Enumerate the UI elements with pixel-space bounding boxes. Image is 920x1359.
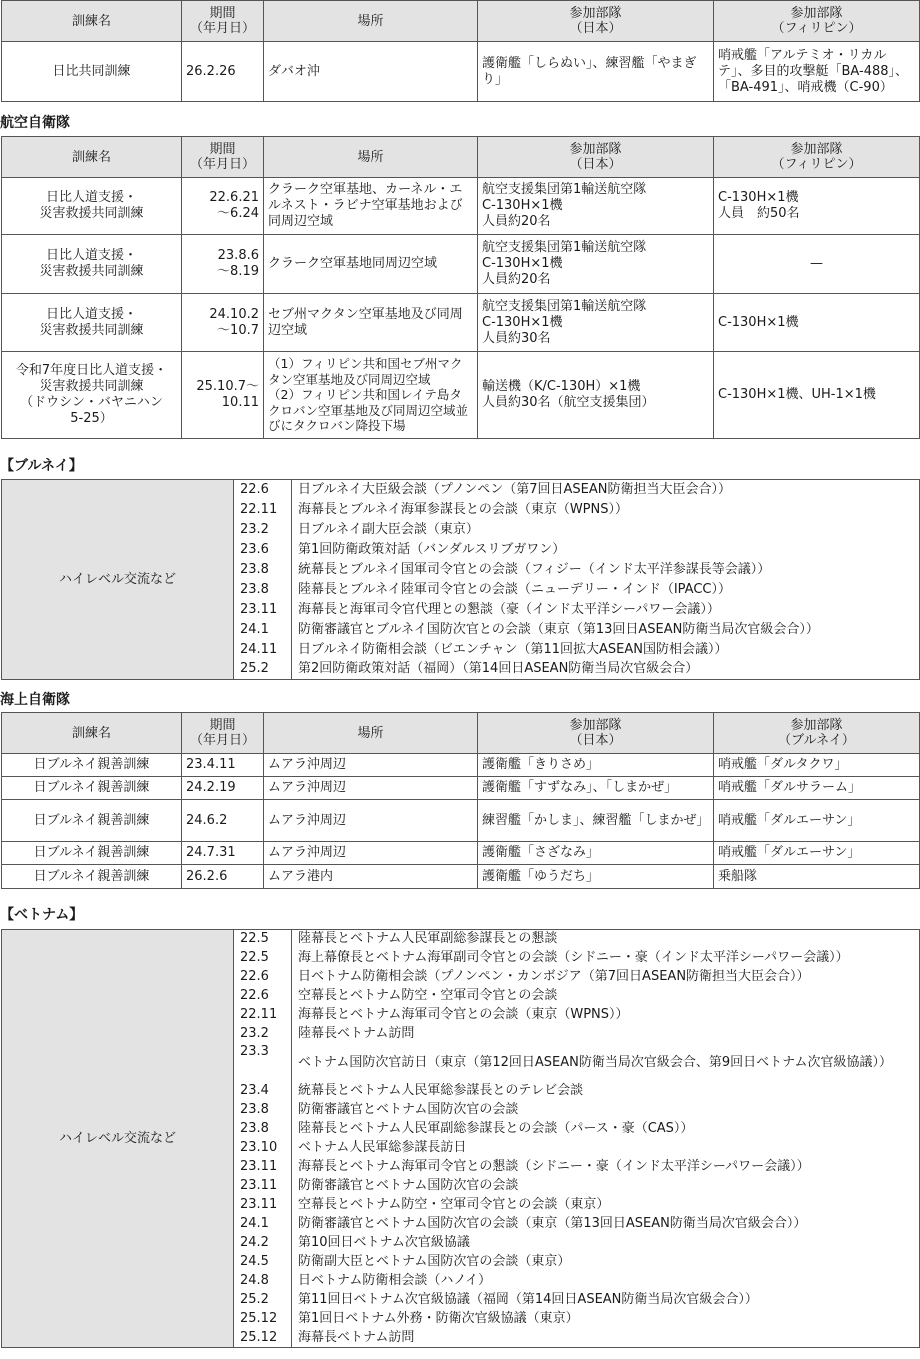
event-date: 23.3 <box>234 1044 292 1082</box>
event-text: 陸幕長とベトナム人民軍副総参謀長との懇談 <box>292 930 920 949</box>
training-place: ムアラ沖周辺 <box>264 754 478 777</box>
event-text: 空幕長とベトナム防空・空軍司令官との会談（東京） <box>292 1196 920 1215</box>
event-date: 23.8 <box>234 1120 292 1139</box>
event-date: 25.12 <box>234 1310 292 1329</box>
training-place: （1）フィリピン共和国セブ州マクタン空軍基地及び同周辺空域 （2）フィリピン共和国レイテ島タクロバン空軍基地及び同周辺空域並びにタクロバン降投下場 <box>264 352 478 439</box>
col-header-jp: 参加部隊 （日本） <box>478 1 714 42</box>
event-date: 22.6 <box>234 480 292 500</box>
event-text: 海幕長ベトナム訪問 <box>292 1329 920 1348</box>
training-period: 26.2.26 <box>182 42 264 102</box>
event-text: 日ブルネイ防衛相会談（ビエンチャン（第11回拡大ASEAN国防相会議）） <box>292 640 920 660</box>
category-label: ハイレベル交流など <box>2 480 234 680</box>
training-period: 24.2.19 <box>182 777 264 800</box>
event-text: 陸幕長とブルネイ陸軍司令官との会談（ニューデリー・インド（IPACC）） <box>292 580 920 600</box>
table-row <box>2 842 920 865</box>
event-date: 23.6 <box>234 540 292 560</box>
section-brunei <box>0 479 920 680</box>
training-place: セブ州マクタン空軍基地及び同周辺空域 <box>264 294 478 352</box>
event-text: ベトナム国防次官訪日（東京（第12回日ASEAN防衛当局次官級会合、第9回日ベトナム次官級協議）） <box>292 1044 920 1082</box>
training-period: 25.10.7〜 10.11 <box>182 352 264 439</box>
event-text: 海幕長とベトナム海軍司令官との会談（東京（WPNS）） <box>292 1006 920 1025</box>
training-place: クラーク空軍基地、カーネル・エルネスト・ラビナ空軍基地および同周辺空域 <box>264 178 478 235</box>
asdf-table <box>1 136 920 439</box>
event-text: 防衛審議官とベトナム国防次官の会談 <box>292 1101 920 1120</box>
col-header-bn: 参加部隊 （ブルネイ） <box>714 713 920 754</box>
training-units-jp: 航空支援集団第1輸送航空隊 C-130H×1機 人員約20名 <box>478 235 714 294</box>
event-date: 24.8 <box>234 1272 292 1291</box>
brunei-exchange-table <box>1 479 920 680</box>
training-units-bn: 哨戒艦「ダルエーサン」 <box>714 800 920 842</box>
event-date: 22.6 <box>234 987 292 1006</box>
event-date: 23.11 <box>234 1177 292 1196</box>
event-date: 24.2 <box>234 1234 292 1253</box>
training-period: 23.8.6 〜8.19 <box>182 235 264 294</box>
event-date: 22.6 <box>234 968 292 987</box>
col-header-name: 訓練名 <box>2 137 182 178</box>
training-units-jp: 練習艦「かしま」、練習艦「しまかぜ」 <box>478 800 714 842</box>
training-name: 日ブルネイ親善訓練 <box>2 842 182 865</box>
training-units-jp: 航空支援集団第1輸送航空隊 C-130H×1機 人員約20名 <box>478 178 714 235</box>
training-name: 日比人道支援・ 災害救援共同訓練 <box>2 178 182 235</box>
event-date: 23.2 <box>234 520 292 540</box>
col-header-place: 場所 <box>264 137 478 178</box>
msdf-table <box>1 712 920 889</box>
event-text: 第11回日ベトナム次官級協議（福岡（第14回日ASEAN防衛当局次官級会合）） <box>292 1291 920 1310</box>
training-units-jp: 護衛艦「きりさめ」 <box>478 754 714 777</box>
event-text: 第1回日ベトナム外務・防衛次官級協議（東京） <box>292 1310 920 1329</box>
training-name: 日比共同訓練 <box>2 42 182 102</box>
event-date: 23.11 <box>234 1196 292 1215</box>
event-date: 24.1 <box>234 620 292 640</box>
event-date: 22.11 <box>234 1006 292 1025</box>
training-units-ph: C-130H×1機 <box>714 294 920 352</box>
col-header-place: 場所 <box>264 713 478 754</box>
event-text: 陸幕長とベトナム人民軍副総参謀長との会談（パース・豪（CAS）） <box>292 1120 920 1139</box>
event-text: 防衛副大臣とベトナム国防次官の会談（東京） <box>292 1253 920 1272</box>
training-units-jp: 護衛艦「さざなみ」 <box>478 842 714 865</box>
training-units-bn: 哨戒艦「ダルタクワ」 <box>714 754 920 777</box>
training-name: 日ブルネイ親善訓練 <box>2 777 182 800</box>
table-row <box>2 777 920 800</box>
training-period: 26.2.6 <box>182 865 264 889</box>
training-place: ムアラ港内 <box>264 865 478 889</box>
joint-training-table <box>1 0 920 102</box>
training-place: クラーク空軍基地同周辺空域 <box>264 235 478 294</box>
table-row <box>2 235 920 294</box>
section-title-vietnam: 【ベトナム】 <box>0 907 84 923</box>
training-period: 23.4.11 <box>182 754 264 777</box>
event-text: 統幕長とベトナム人民軍総参謀長とのテレビ会談 <box>292 1082 920 1101</box>
event-date: 23.2 <box>234 1025 292 1044</box>
event-date: 24.1 <box>234 1215 292 1234</box>
event-date: 25.2 <box>234 1291 292 1310</box>
exchange-row <box>2 930 920 949</box>
event-date: 22.11 <box>234 500 292 520</box>
training-name: 令和7年度日比人道支援・ 災害救援共同訓練 （ドウシン・バヤニハン 5-25） <box>2 352 182 439</box>
training-units-bn: 哨戒艦「ダルエーサン」 <box>714 842 920 865</box>
event-date: 25.2 <box>234 660 292 680</box>
col-header-place: 場所 <box>264 1 478 42</box>
table-row <box>2 294 920 352</box>
training-name: 日ブルネイ親善訓練 <box>2 800 182 842</box>
col-header-ph: 参加部隊 （フィリピン） <box>714 1 920 42</box>
training-units-bn: 乗船隊 <box>714 865 920 889</box>
event-text: 第10回日ベトナム次官級協議 <box>292 1234 920 1253</box>
event-date: 24.5 <box>234 1253 292 1272</box>
training-name: 日ブルネイ親善訓練 <box>2 754 182 777</box>
section-title-msdf: 海上自衛隊 <box>0 692 70 708</box>
event-text: 防衛審議官とベトナム国防次官の会談（東京（第13回日ASEAN防衛当局次官級会合）） <box>292 1215 920 1234</box>
section-title-asdf: 航空自衛隊 <box>0 115 70 131</box>
event-text: 防衛審議官とブルネイ国防次官との会談（東京（第13回日ASEAN防衛当局次官級会合）） <box>292 620 920 640</box>
event-text: 日ブルネイ大臣級会談（プノンペン（第7回日ASEAN防衛担当大臣会合）） <box>292 480 920 500</box>
training-units-jp: 航空支援集団第1輸送航空隊 C-130H×1機 人員約30名 <box>478 294 714 352</box>
col-header-period: 期間 （年月日） <box>182 713 264 754</box>
table-header-row <box>2 137 920 178</box>
table-row <box>2 754 920 777</box>
table-row <box>2 800 920 842</box>
training-period: 22.6.21 〜6.24 <box>182 178 264 235</box>
table-row <box>2 178 920 235</box>
event-date: 23.8 <box>234 1101 292 1120</box>
event-text: 日ブルネイ副大臣会談（東京） <box>292 520 920 540</box>
table-header-row <box>2 713 920 754</box>
col-header-name: 訓練名 <box>2 713 182 754</box>
training-units-jp: 護衛艦「ゆうだち」 <box>478 865 714 889</box>
training-units-jp: 護衛艦「しらぬい」、練習艦「やまぎり」 <box>478 42 714 102</box>
event-date: 25.12 <box>234 1329 292 1348</box>
training-place: ムアラ沖周辺 <box>264 800 478 842</box>
event-date: 22.5 <box>234 949 292 968</box>
event-date: 23.10 <box>234 1139 292 1158</box>
col-header-ph: 参加部隊 （フィリピン） <box>714 137 920 178</box>
event-date: 23.11 <box>234 1158 292 1177</box>
vietnam-exchange-table <box>1 929 920 1348</box>
col-header-name: 訓練名 <box>2 1 182 42</box>
training-period: 24.10.2 〜10.7 <box>182 294 264 352</box>
training-units-jp: 輸送機（K/C-130H）×1機 人員約30名（航空支援集団） <box>478 352 714 439</box>
event-text: 海幕長とブルネイ海軍参謀長との会談（東京（WPNS）） <box>292 500 920 520</box>
section-joint-training <box>0 0 920 102</box>
training-period: 24.7.31 <box>182 842 264 865</box>
event-text: 統幕長とブルネイ国軍司令官との会談（フィジー（インド太平洋参謀長等会議）） <box>292 560 920 580</box>
section-msdf <box>0 712 920 889</box>
event-text: 海幕長とベトナム海軍司令官との懇談（シドニー・豪（インド太平洋シーパワー会議）） <box>292 1158 920 1177</box>
training-units-ph: C-130H×1機、UH-1×1機 <box>714 352 920 439</box>
event-text: 第1回防衛政策対話（バンダルスリブガワン） <box>292 540 920 560</box>
category-label: ハイレベル交流など <box>2 930 234 1348</box>
event-date: 24.11 <box>234 640 292 660</box>
col-header-period: 期間 （年月日） <box>182 137 264 178</box>
training-place: ダバオ沖 <box>264 42 478 102</box>
training-units-ph: 哨戒艦「アルテミオ・リカルテ」、多目的攻撃艇「BA-488」、「BA-491」、哨戒機（C-90） <box>714 42 920 102</box>
event-date: 23.8 <box>234 580 292 600</box>
col-header-period: 期間 （年月日） <box>182 1 264 42</box>
event-date: 23.8 <box>234 560 292 580</box>
table-row <box>2 42 920 102</box>
event-text: 防衛審議官とベトナム国防次官の会談 <box>292 1177 920 1196</box>
training-units-ph: C-130H×1機 人員 約50名 <box>714 178 920 235</box>
event-text: 第2回防衛政策対話（福岡）（第14回日ASEAN防衛当局次官級会合） <box>292 660 920 680</box>
training-name: 日比人道支援・ 災害救援共同訓練 <box>2 294 182 352</box>
section-asdf <box>0 136 920 439</box>
table-row <box>2 865 920 889</box>
training-units-bn: 哨戒艦「ダルサラーム」 <box>714 777 920 800</box>
event-text: 空幕長とベトナム防空・空軍司令官との会談 <box>292 987 920 1006</box>
col-header-jp: 参加部隊 （日本） <box>478 713 714 754</box>
event-text: 海幕長と海軍司令官代理との懇談（豪（インド太平洋シーパワー会議）） <box>292 600 920 620</box>
training-place: ムアラ沖周辺 <box>264 842 478 865</box>
event-text: 日ベトナム防衛相会談（ハノイ） <box>292 1272 920 1291</box>
event-date: 22.5 <box>234 930 292 949</box>
training-place: ムアラ沖周辺 <box>264 777 478 800</box>
event-text: 陸幕長ベトナム訪問 <box>292 1025 920 1044</box>
training-period: 24.6.2 <box>182 800 264 842</box>
event-date: 23.11 <box>234 600 292 620</box>
training-name: 日比人道支援・ 災害救援共同訓練 <box>2 235 182 294</box>
event-text: 海上幕僚長とベトナム海軍副司令官との会談（シドニー・豪（インド太平洋シーパワー会議）） <box>292 949 920 968</box>
section-title-brunei: 【ブルネイ】 <box>0 458 83 474</box>
training-units-ph: — <box>714 235 920 294</box>
event-text: ベトナム人民軍総参謀長訪日 <box>292 1139 920 1158</box>
event-text: 日ベトナム防衛相会談（プノンペン・カンボジア（第7回日ASEAN防衛担当大臣会合）） <box>292 968 920 987</box>
event-date: 23.4 <box>234 1082 292 1101</box>
section-vietnam <box>0 929 920 1348</box>
table-row <box>2 352 920 439</box>
exchange-row <box>2 480 920 500</box>
training-units-jp: 護衛艦「すずなみ」、「しまかぜ」 <box>478 777 714 800</box>
training-name: 日ブルネイ親善訓練 <box>2 865 182 889</box>
table-header-row <box>2 1 920 42</box>
col-header-jp: 参加部隊 （日本） <box>478 137 714 178</box>
